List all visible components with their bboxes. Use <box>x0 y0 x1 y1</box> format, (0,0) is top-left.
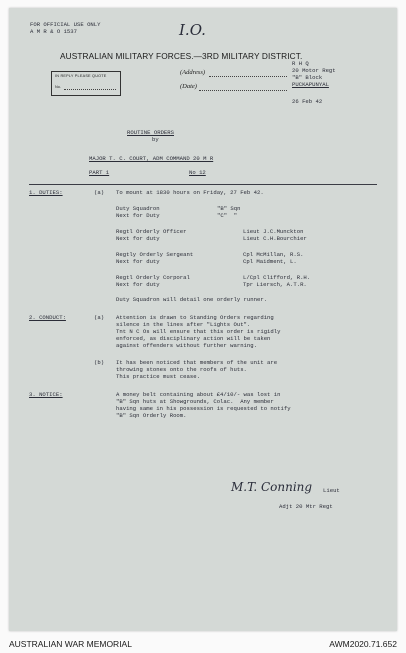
duties-sub-a: (a) <box>94 189 105 196</box>
duty-role: Next for Duty <box>116 212 160 219</box>
duty-assignee: Cpl McMillan, R.S. <box>243 251 304 258</box>
duty-assignee: Cpl Maidment, L. <box>243 258 297 265</box>
document-page <box>9 8 397 631</box>
duty-role: Next for duty <box>116 235 160 242</box>
duty-assignee: Tpr Liersch, A.T.R. <box>243 281 307 288</box>
conduct-a-line: enforced, as disciplinary action will be taken <box>116 335 271 342</box>
duty-role: Regtl Orderly Officer <box>116 228 187 235</box>
conduct-a-line: silence in the lines after "Lights Out". <box>116 321 251 328</box>
reply-number-line <box>64 89 116 90</box>
duty-assignee: L/Cpl Clifford, R.H. <box>243 274 311 281</box>
conduct-sub-a: (a) <box>94 314 105 321</box>
date-label: (Date) <box>180 83 197 90</box>
handwritten-reference: I.O. <box>179 21 206 39</box>
duty-assignee: "C" " <box>217 212 238 219</box>
notice-line: having same in his possession is requested to notify <box>116 405 291 412</box>
duty-assignee: Lieut J.C.Munckton <box>243 228 304 235</box>
orders-by: by <box>152 136 159 143</box>
notice-line: A money belt containing about £4/10/- was lost in <box>116 391 281 398</box>
unit-line-rhq: R H Q <box>292 60 309 67</box>
conduct-b-line: This practice must cease. <box>116 373 200 380</box>
official-use-label: FOR OFFICIAL USE ONLY <box>30 21 101 28</box>
unit-line-location: PUCKAPUNYAL <box>292 81 329 88</box>
reply-box-number-label: No. <box>55 85 61 89</box>
notice-line: "B" Sqn Orderly Room. <box>116 412 187 419</box>
duties-mount-time: To mount at 1830 hours on Friday, 27 Feb 42. <box>116 189 264 196</box>
reply-quote-box <box>51 71 121 96</box>
orders-commander: MAJOR T. C. COURT, ADM COMMAND 20 M R <box>89 155 214 162</box>
section-conduct-label: 2. CONDUCT: <box>29 314 66 321</box>
duty-role: Regtly Orderly Sergeant <box>116 251 194 258</box>
section-notice-label: 3. NOTICE: <box>29 391 63 398</box>
section-duties-label: 1. DUTIES: <box>29 189 63 196</box>
heading-divider <box>29 184 377 185</box>
conduct-b-line: It has been noticed that members of the unit are <box>116 359 278 366</box>
footer-accession-number: AWM2020.71.652 <box>329 639 397 649</box>
signature-rank: Lieut <box>323 487 340 494</box>
address-label: (Address) <box>180 69 206 76</box>
unit-line-regt: 20 Motor Regt <box>292 67 336 74</box>
handwritten-signature: M.T. Conning <box>231 480 313 494</box>
duty-role: Duty Squadron <box>116 205 160 212</box>
orders-title: ROUTINE ORDERS <box>127 129 174 136</box>
orders-number: No 12 <box>189 169 206 176</box>
conduct-a-line: Tnt N C Os will ensure that this order is rigidly <box>116 328 281 335</box>
duty-assignee: Lieut C.H.Bourchier <box>243 235 307 242</box>
form-number: A M R & O 1537 <box>30 28 77 35</box>
footer-archive-name: AUSTRALIAN WAR MEMORIAL <box>9 639 132 649</box>
orders-part: PART 1 <box>89 169 110 176</box>
reply-box-title: IN REPLY PLEASE QUOTE <box>55 74 107 78</box>
unit-line-block: "B" Block <box>292 74 323 81</box>
duty-role: Regtl Orderly Corporal <box>116 274 190 281</box>
address-line <box>209 76 287 77</box>
conduct-sub-b: (b) <box>94 359 105 366</box>
conduct-a-line: against offenders without further warning. <box>116 342 257 349</box>
signature-title: Adjt 20 Mtr Regt <box>279 503 333 510</box>
conduct-a-line: Attention is drawn to Standing Orders regarding <box>116 314 274 321</box>
notice-line: "B" Sqn huts at Showgrounds, Colac. Any member <box>116 398 274 405</box>
duties-runner-note: Duty Squadron will detail one orderly runner. <box>116 296 268 303</box>
document-date: 26 Feb 42 <box>292 98 323 105</box>
duty-role: Next for duty <box>116 281 160 288</box>
conduct-b-line: throwing stones onto the roofs of huts. <box>116 366 247 373</box>
letterhead-title: AUSTRALIAN MILITARY FORCES.—3RD MILITARY DISTRICT. <box>60 51 303 61</box>
duty-assignee: "B" Sqn <box>217 205 241 212</box>
duty-role: Next for duty <box>116 258 160 265</box>
date-line <box>199 90 287 91</box>
